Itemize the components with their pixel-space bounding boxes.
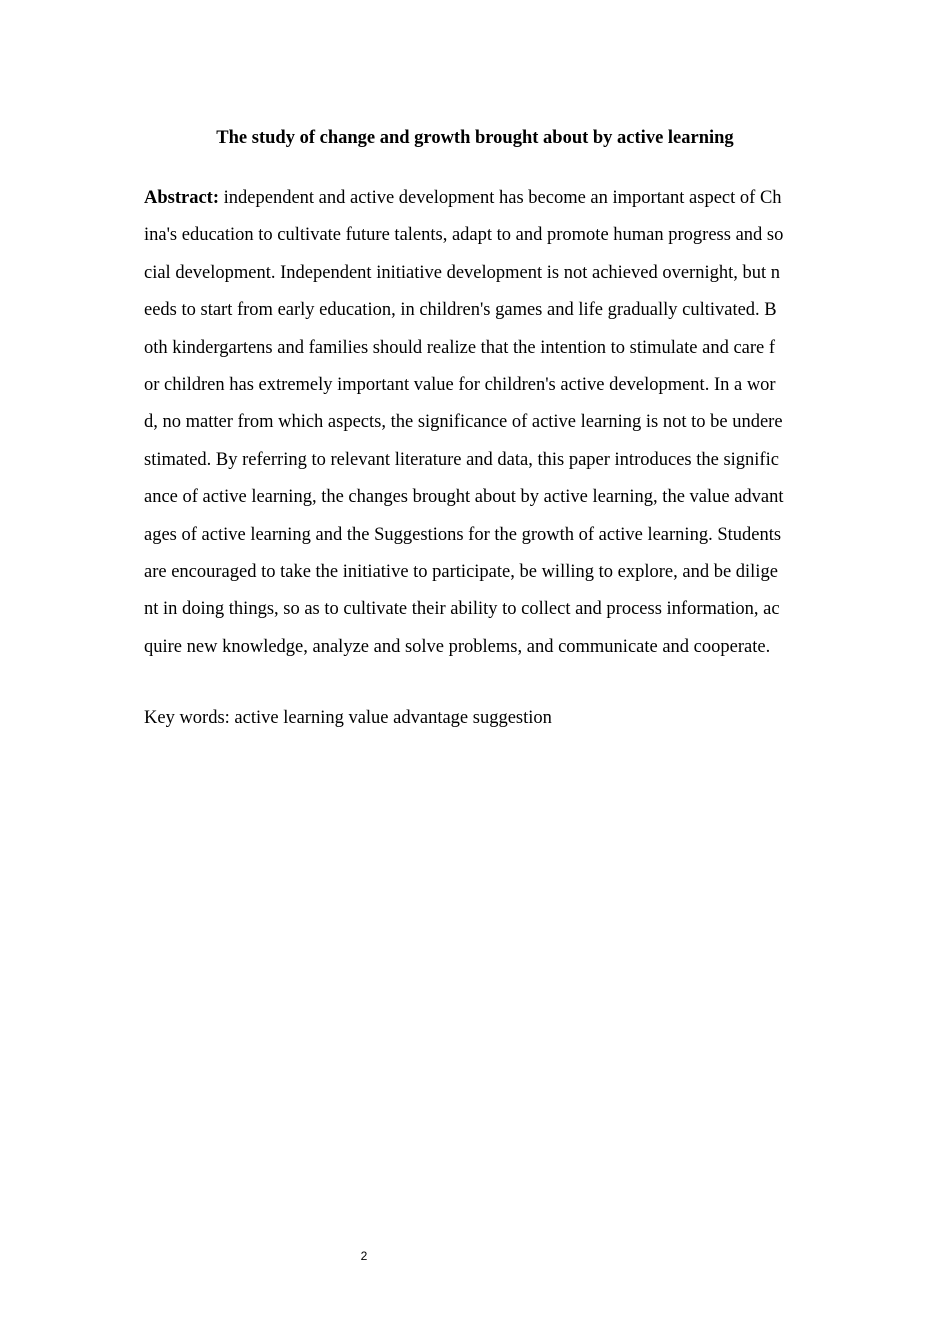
document-title: The study of change and growth brought about by active learning (216, 128, 734, 148)
abstract-paragraph (144, 184, 806, 670)
keywords-line: Key words: active learning value advantage suggestion (144, 708, 552, 728)
abstract-line: ina's education to cultivate future talents, adapt to and promote human progress and so (144, 225, 784, 246)
abstract-line: d, no matter from which aspects, the significance of active learning is not to be undere (144, 412, 783, 433)
abstract-line: cial development. Independent initiative development is not achieved overnight, but n (144, 262, 781, 283)
abstract-label: Abstract: (144, 188, 220, 208)
abstract-line: quire new knowledge, analyze and solve problems, and communicate and cooperate. (144, 636, 771, 657)
page-number: 2 (360, 1249, 368, 1263)
abstract-line: or children has extremely important value for children's active development. In a wor (144, 374, 776, 395)
abstract-line: ance of active learning, the changes brought about by active learning, the value advant (144, 487, 784, 508)
abstract-line: are encouraged to take the initiative to participate, be willing to explore, and be dilige (144, 561, 778, 582)
abstract-line: eeds to start from early education, in children's games and life gradually cultivated. B (144, 300, 777, 321)
abstract-line: stimated. By referring to relevant literature and data, this paper introduces the signific (144, 449, 779, 470)
abstract-line (144, 184, 806, 221)
abstract-line: ages of active learning and the Suggestions for the growth of active learning. Students (144, 524, 782, 545)
abstract-line: nt in doing things, so as to cultivate their ability to collect and process information, ac (144, 599, 780, 620)
abstract-line: oth kindergartens and families should realize that the intention to stimulate and care f (144, 337, 776, 358)
abstract-line-text: independent and active development has become an important aspect of Ch (219, 188, 782, 208)
